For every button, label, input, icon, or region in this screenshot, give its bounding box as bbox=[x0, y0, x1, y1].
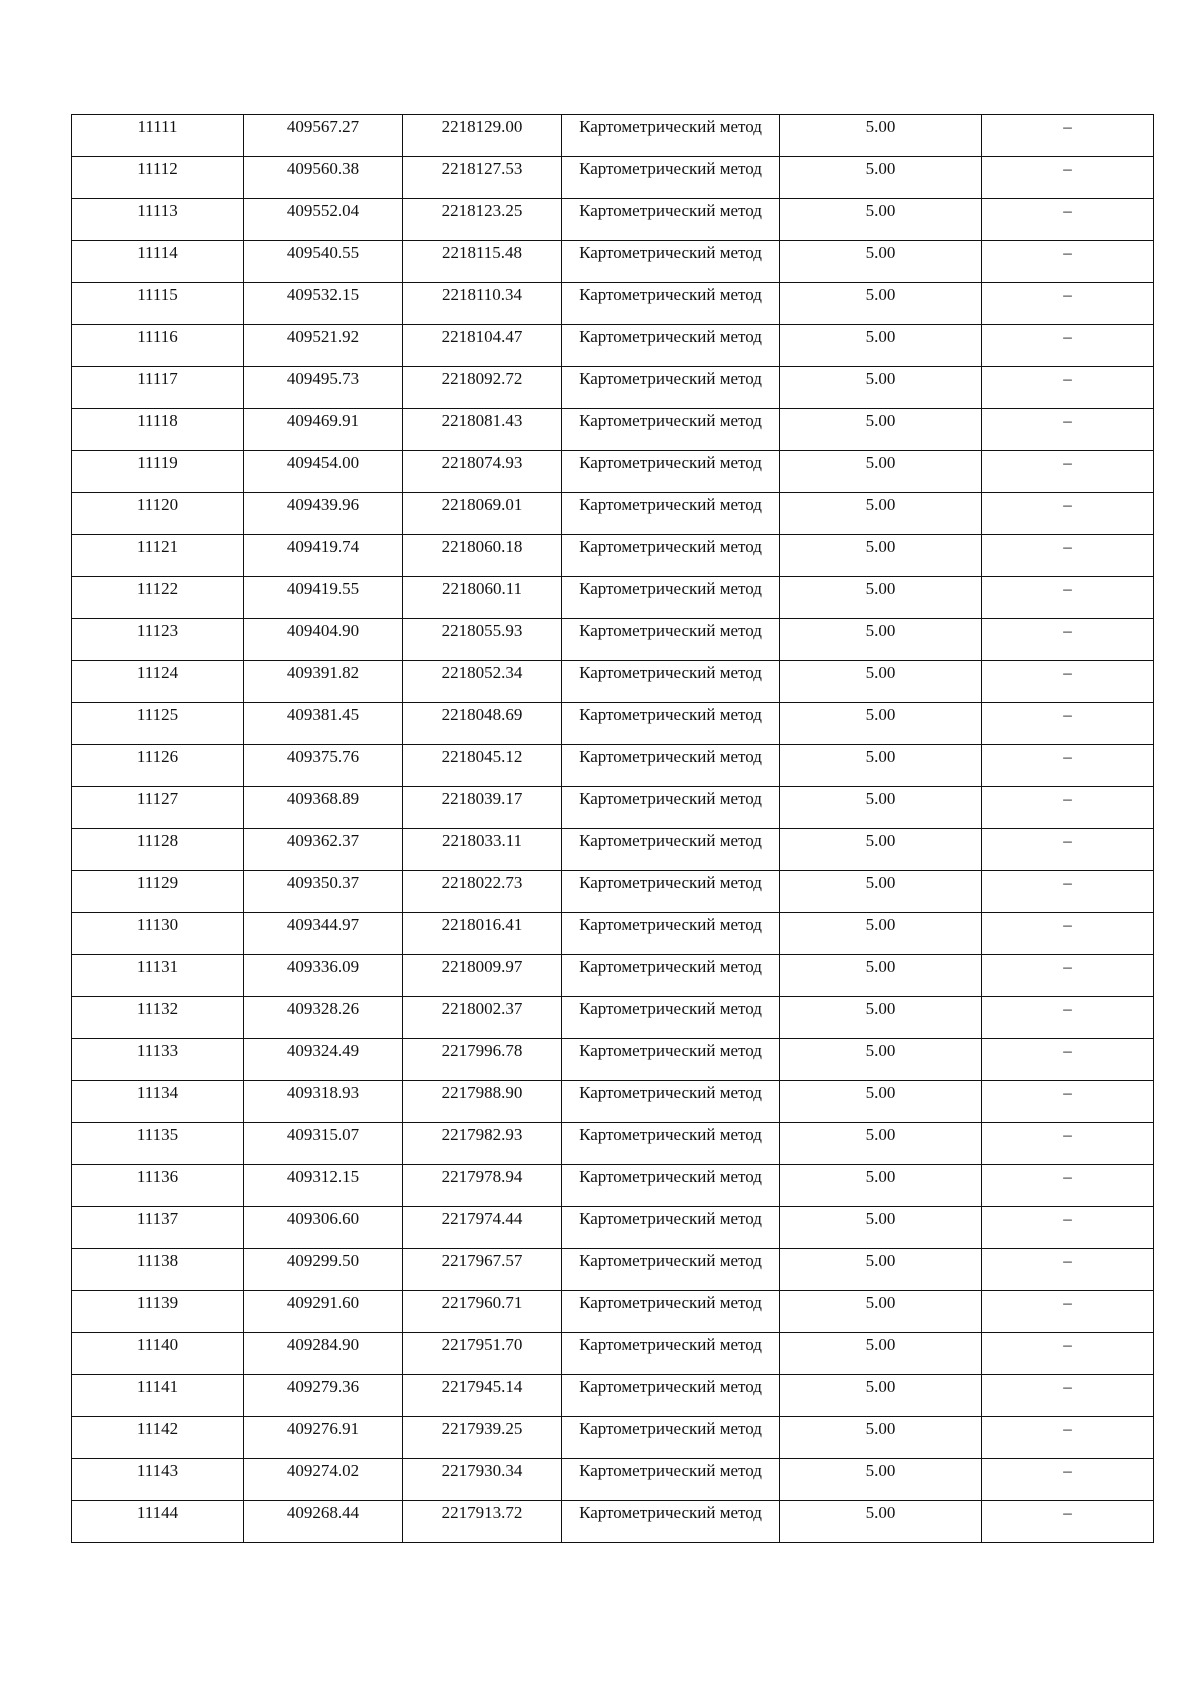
y-coordinate-cell: 2217967.57 bbox=[403, 1249, 562, 1291]
table-row bbox=[72, 241, 1154, 283]
x-coordinate-cell: 409532.15 bbox=[244, 283, 403, 325]
method-cell: Картометрический метод bbox=[562, 913, 780, 955]
x-coordinate-cell: 409375.76 bbox=[244, 745, 403, 787]
note-cell: – bbox=[982, 1417, 1154, 1459]
note-cell: – bbox=[982, 997, 1154, 1039]
point-number-cell: 11136 bbox=[72, 1165, 244, 1207]
y-coordinate-cell: 2218129.00 bbox=[403, 115, 562, 157]
table-row bbox=[72, 1501, 1154, 1543]
note-cell: – bbox=[982, 493, 1154, 535]
method-cell: Картометрический метод bbox=[562, 367, 780, 409]
method-cell: Картометрический метод bbox=[562, 451, 780, 493]
method-cell: Картометрический метод bbox=[562, 325, 780, 367]
note-cell: – bbox=[982, 1333, 1154, 1375]
precision-cell: 5.00 bbox=[780, 325, 982, 367]
precision-cell: 5.00 bbox=[780, 283, 982, 325]
y-coordinate-cell: 2218048.69 bbox=[403, 703, 562, 745]
precision-cell: 5.00 bbox=[780, 199, 982, 241]
y-coordinate-cell: 2218110.34 bbox=[403, 283, 562, 325]
method-cell: Картометрический метод bbox=[562, 1333, 780, 1375]
note-cell: – bbox=[982, 1459, 1154, 1501]
table-row bbox=[72, 871, 1154, 913]
y-coordinate-cell: 2218039.17 bbox=[403, 787, 562, 829]
x-coordinate-cell: 409344.97 bbox=[244, 913, 403, 955]
x-coordinate-cell: 409318.93 bbox=[244, 1081, 403, 1123]
precision-cell: 5.00 bbox=[780, 703, 982, 745]
note-cell: – bbox=[982, 115, 1154, 157]
table-row bbox=[72, 1207, 1154, 1249]
x-coordinate-cell: 409540.55 bbox=[244, 241, 403, 283]
table-row bbox=[72, 367, 1154, 409]
y-coordinate-cell: 2217996.78 bbox=[403, 1039, 562, 1081]
y-coordinate-cell: 2217982.93 bbox=[403, 1123, 562, 1165]
method-cell: Картометрический метод bbox=[562, 409, 780, 451]
precision-cell: 5.00 bbox=[780, 955, 982, 997]
x-coordinate-cell: 409276.91 bbox=[244, 1417, 403, 1459]
point-number-cell: 11117 bbox=[72, 367, 244, 409]
method-cell: Картометрический метод bbox=[562, 1165, 780, 1207]
precision-cell: 5.00 bbox=[780, 1207, 982, 1249]
y-coordinate-cell: 2218092.72 bbox=[403, 367, 562, 409]
table-row bbox=[72, 115, 1154, 157]
table-row bbox=[72, 1249, 1154, 1291]
y-coordinate-cell: 2217974.44 bbox=[403, 1207, 562, 1249]
table-row bbox=[72, 1081, 1154, 1123]
table-row bbox=[72, 1375, 1154, 1417]
precision-cell: 5.00 bbox=[780, 367, 982, 409]
method-cell: Картометрический метод bbox=[562, 1375, 780, 1417]
note-cell: – bbox=[982, 913, 1154, 955]
point-number-cell: 11126 bbox=[72, 745, 244, 787]
method-cell: Картометрический метод bbox=[562, 997, 780, 1039]
point-number-cell: 11132 bbox=[72, 997, 244, 1039]
x-coordinate-cell: 409560.38 bbox=[244, 157, 403, 199]
x-coordinate-cell: 409567.27 bbox=[244, 115, 403, 157]
x-coordinate-cell: 409521.92 bbox=[244, 325, 403, 367]
y-coordinate-cell: 2218074.93 bbox=[403, 451, 562, 493]
precision-cell: 5.00 bbox=[780, 1459, 982, 1501]
y-coordinate-cell: 2218069.01 bbox=[403, 493, 562, 535]
y-coordinate-cell: 2217930.34 bbox=[403, 1459, 562, 1501]
table-row bbox=[72, 703, 1154, 745]
y-coordinate-cell: 2217945.14 bbox=[403, 1375, 562, 1417]
table-row bbox=[72, 1417, 1154, 1459]
note-cell: – bbox=[982, 829, 1154, 871]
method-cell: Картометрический метод bbox=[562, 1039, 780, 1081]
point-number-cell: 11133 bbox=[72, 1039, 244, 1081]
table-row bbox=[72, 325, 1154, 367]
note-cell: – bbox=[982, 1291, 1154, 1333]
x-coordinate-cell: 409391.82 bbox=[244, 661, 403, 703]
x-coordinate-cell: 409336.09 bbox=[244, 955, 403, 997]
precision-cell: 5.00 bbox=[780, 115, 982, 157]
method-cell: Картометрический метод bbox=[562, 1459, 780, 1501]
y-coordinate-cell: 2217939.25 bbox=[403, 1417, 562, 1459]
y-coordinate-cell: 2218060.18 bbox=[403, 535, 562, 577]
point-number-cell: 11143 bbox=[72, 1459, 244, 1501]
y-coordinate-cell: 2218115.48 bbox=[403, 241, 562, 283]
point-number-cell: 11141 bbox=[72, 1375, 244, 1417]
method-cell: Картометрический метод bbox=[562, 1417, 780, 1459]
table-row bbox=[72, 577, 1154, 619]
point-number-cell: 11111 bbox=[72, 115, 244, 157]
point-number-cell: 11144 bbox=[72, 1501, 244, 1543]
x-coordinate-cell: 409404.90 bbox=[244, 619, 403, 661]
note-cell: – bbox=[982, 703, 1154, 745]
point-number-cell: 11119 bbox=[72, 451, 244, 493]
y-coordinate-cell: 2218022.73 bbox=[403, 871, 562, 913]
note-cell: – bbox=[982, 1123, 1154, 1165]
table-row bbox=[72, 619, 1154, 661]
precision-cell: 5.00 bbox=[780, 1375, 982, 1417]
note-cell: – bbox=[982, 577, 1154, 619]
point-number-cell: 11116 bbox=[72, 325, 244, 367]
precision-cell: 5.00 bbox=[780, 745, 982, 787]
x-coordinate-cell: 409419.55 bbox=[244, 577, 403, 619]
y-coordinate-cell: 2218123.25 bbox=[403, 199, 562, 241]
note-cell: – bbox=[982, 367, 1154, 409]
x-coordinate-cell: 409306.60 bbox=[244, 1207, 403, 1249]
table-row bbox=[72, 1333, 1154, 1375]
note-cell: – bbox=[982, 1165, 1154, 1207]
method-cell: Картометрический метод bbox=[562, 955, 780, 997]
table-row bbox=[72, 493, 1154, 535]
note-cell: – bbox=[982, 871, 1154, 913]
x-coordinate-cell: 409419.74 bbox=[244, 535, 403, 577]
x-coordinate-cell: 409324.49 bbox=[244, 1039, 403, 1081]
method-cell: Картометрический метод bbox=[562, 157, 780, 199]
y-coordinate-cell: 2217951.70 bbox=[403, 1333, 562, 1375]
method-cell: Картометрический метод bbox=[562, 1501, 780, 1543]
method-cell: Картометрический метод bbox=[562, 199, 780, 241]
x-coordinate-cell: 409495.73 bbox=[244, 367, 403, 409]
point-number-cell: 11118 bbox=[72, 409, 244, 451]
table-row bbox=[72, 409, 1154, 451]
y-coordinate-cell: 2217913.72 bbox=[403, 1501, 562, 1543]
method-cell: Картометрический метод bbox=[562, 1207, 780, 1249]
precision-cell: 5.00 bbox=[780, 1081, 982, 1123]
y-coordinate-cell: 2217978.94 bbox=[403, 1165, 562, 1207]
precision-cell: 5.00 bbox=[780, 1165, 982, 1207]
table-row bbox=[72, 283, 1154, 325]
point-number-cell: 11129 bbox=[72, 871, 244, 913]
point-number-cell: 11123 bbox=[72, 619, 244, 661]
method-cell: Картометрический метод bbox=[562, 619, 780, 661]
method-cell: Картометрический метод bbox=[562, 115, 780, 157]
x-coordinate-cell: 409328.26 bbox=[244, 997, 403, 1039]
method-cell: Картометрический метод bbox=[562, 493, 780, 535]
note-cell: – bbox=[982, 619, 1154, 661]
table-row bbox=[72, 829, 1154, 871]
point-number-cell: 11137 bbox=[72, 1207, 244, 1249]
y-coordinate-cell: 2218081.43 bbox=[403, 409, 562, 451]
y-coordinate-cell: 2218104.47 bbox=[403, 325, 562, 367]
method-cell: Картометрический метод bbox=[562, 283, 780, 325]
table-row bbox=[72, 1123, 1154, 1165]
precision-cell: 5.00 bbox=[780, 661, 982, 703]
table-row bbox=[72, 1459, 1154, 1501]
method-cell: Картометрический метод bbox=[562, 1249, 780, 1291]
method-cell: Картометрический метод bbox=[562, 1081, 780, 1123]
precision-cell: 5.00 bbox=[780, 1501, 982, 1543]
point-number-cell: 11112 bbox=[72, 157, 244, 199]
precision-cell: 5.00 bbox=[780, 787, 982, 829]
table-row bbox=[72, 661, 1154, 703]
x-coordinate-cell: 409312.15 bbox=[244, 1165, 403, 1207]
table-row bbox=[72, 451, 1154, 493]
table-row bbox=[72, 787, 1154, 829]
precision-cell: 5.00 bbox=[780, 913, 982, 955]
method-cell: Картометрический метод bbox=[562, 703, 780, 745]
x-coordinate-cell: 409454.00 bbox=[244, 451, 403, 493]
note-cell: – bbox=[982, 787, 1154, 829]
x-coordinate-cell: 409439.96 bbox=[244, 493, 403, 535]
method-cell: Картометрический метод bbox=[562, 871, 780, 913]
x-coordinate-cell: 409315.07 bbox=[244, 1123, 403, 1165]
y-coordinate-cell: 2217988.90 bbox=[403, 1081, 562, 1123]
y-coordinate-cell: 2218033.11 bbox=[403, 829, 562, 871]
precision-cell: 5.00 bbox=[780, 409, 982, 451]
method-cell: Картометрический метод bbox=[562, 1123, 780, 1165]
note-cell: – bbox=[982, 745, 1154, 787]
x-coordinate-cell: 409469.91 bbox=[244, 409, 403, 451]
method-cell: Картометрический метод bbox=[562, 241, 780, 283]
x-coordinate-cell: 409381.45 bbox=[244, 703, 403, 745]
precision-cell: 5.00 bbox=[780, 619, 982, 661]
table-body bbox=[72, 115, 1154, 1543]
y-coordinate-cell: 2218055.93 bbox=[403, 619, 562, 661]
method-cell: Картометрический метод bbox=[562, 577, 780, 619]
note-cell: – bbox=[982, 1039, 1154, 1081]
table-row bbox=[72, 157, 1154, 199]
precision-cell: 5.00 bbox=[780, 493, 982, 535]
point-number-cell: 11140 bbox=[72, 1333, 244, 1375]
y-coordinate-cell: 2218060.11 bbox=[403, 577, 562, 619]
x-coordinate-cell: 409279.36 bbox=[244, 1375, 403, 1417]
precision-cell: 5.00 bbox=[780, 829, 982, 871]
x-coordinate-cell: 409268.44 bbox=[244, 1501, 403, 1543]
x-coordinate-cell: 409299.50 bbox=[244, 1249, 403, 1291]
y-coordinate-cell: 2218002.37 bbox=[403, 997, 562, 1039]
point-number-cell: 11127 bbox=[72, 787, 244, 829]
x-coordinate-cell: 409284.90 bbox=[244, 1333, 403, 1375]
note-cell: – bbox=[982, 1081, 1154, 1123]
note-cell: – bbox=[982, 955, 1154, 997]
point-number-cell: 11139 bbox=[72, 1291, 244, 1333]
method-cell: Картометрический метод bbox=[562, 661, 780, 703]
x-coordinate-cell: 409350.37 bbox=[244, 871, 403, 913]
point-number-cell: 11120 bbox=[72, 493, 244, 535]
point-number-cell: 11138 bbox=[72, 1249, 244, 1291]
precision-cell: 5.00 bbox=[780, 241, 982, 283]
x-coordinate-cell: 409362.37 bbox=[244, 829, 403, 871]
precision-cell: 5.00 bbox=[780, 1417, 982, 1459]
x-coordinate-cell: 409274.02 bbox=[244, 1459, 403, 1501]
note-cell: – bbox=[982, 241, 1154, 283]
table-row bbox=[72, 955, 1154, 997]
table-row bbox=[72, 745, 1154, 787]
precision-cell: 5.00 bbox=[780, 1249, 982, 1291]
table-row bbox=[72, 1039, 1154, 1081]
x-coordinate-cell: 409291.60 bbox=[244, 1291, 403, 1333]
method-cell: Картометрический метод bbox=[562, 829, 780, 871]
note-cell: – bbox=[982, 1501, 1154, 1543]
method-cell: Картометрический метод bbox=[562, 535, 780, 577]
point-number-cell: 11122 bbox=[72, 577, 244, 619]
method-cell: Картометрический метод bbox=[562, 787, 780, 829]
point-number-cell: 11113 bbox=[72, 199, 244, 241]
method-cell: Картометрический метод bbox=[562, 1291, 780, 1333]
note-cell: – bbox=[982, 1207, 1154, 1249]
precision-cell: 5.00 bbox=[780, 1039, 982, 1081]
y-coordinate-cell: 2218127.53 bbox=[403, 157, 562, 199]
note-cell: – bbox=[982, 451, 1154, 493]
y-coordinate-cell: 2218009.97 bbox=[403, 955, 562, 997]
y-coordinate-cell: 2218052.34 bbox=[403, 661, 562, 703]
point-number-cell: 11121 bbox=[72, 535, 244, 577]
precision-cell: 5.00 bbox=[780, 1333, 982, 1375]
note-cell: – bbox=[982, 199, 1154, 241]
method-cell: Картометрический метод bbox=[562, 745, 780, 787]
y-coordinate-cell: 2217960.71 bbox=[403, 1291, 562, 1333]
table-row bbox=[72, 1291, 1154, 1333]
note-cell: – bbox=[982, 1249, 1154, 1291]
note-cell: – bbox=[982, 409, 1154, 451]
note-cell: – bbox=[982, 157, 1154, 199]
precision-cell: 5.00 bbox=[780, 1123, 982, 1165]
precision-cell: 5.00 bbox=[780, 997, 982, 1039]
precision-cell: 5.00 bbox=[780, 451, 982, 493]
table-row bbox=[72, 913, 1154, 955]
note-cell: – bbox=[982, 661, 1154, 703]
x-coordinate-cell: 409368.89 bbox=[244, 787, 403, 829]
point-number-cell: 11134 bbox=[72, 1081, 244, 1123]
table-row bbox=[72, 535, 1154, 577]
x-coordinate-cell: 409552.04 bbox=[244, 199, 403, 241]
y-coordinate-cell: 2218045.12 bbox=[403, 745, 562, 787]
point-number-cell: 11114 bbox=[72, 241, 244, 283]
precision-cell: 5.00 bbox=[780, 1291, 982, 1333]
point-number-cell: 11142 bbox=[72, 1417, 244, 1459]
point-number-cell: 11135 bbox=[72, 1123, 244, 1165]
coordinates-table bbox=[71, 114, 1154, 1543]
point-number-cell: 11124 bbox=[72, 661, 244, 703]
note-cell: – bbox=[982, 535, 1154, 577]
precision-cell: 5.00 bbox=[780, 535, 982, 577]
point-number-cell: 11131 bbox=[72, 955, 244, 997]
note-cell: – bbox=[982, 283, 1154, 325]
table-row bbox=[72, 997, 1154, 1039]
precision-cell: 5.00 bbox=[780, 577, 982, 619]
point-number-cell: 11125 bbox=[72, 703, 244, 745]
table-row bbox=[72, 1165, 1154, 1207]
point-number-cell: 11130 bbox=[72, 913, 244, 955]
point-number-cell: 11128 bbox=[72, 829, 244, 871]
precision-cell: 5.00 bbox=[780, 157, 982, 199]
y-coordinate-cell: 2218016.41 bbox=[403, 913, 562, 955]
point-number-cell: 11115 bbox=[72, 283, 244, 325]
note-cell: – bbox=[982, 325, 1154, 367]
precision-cell: 5.00 bbox=[780, 871, 982, 913]
note-cell: – bbox=[982, 1375, 1154, 1417]
table-row bbox=[72, 199, 1154, 241]
